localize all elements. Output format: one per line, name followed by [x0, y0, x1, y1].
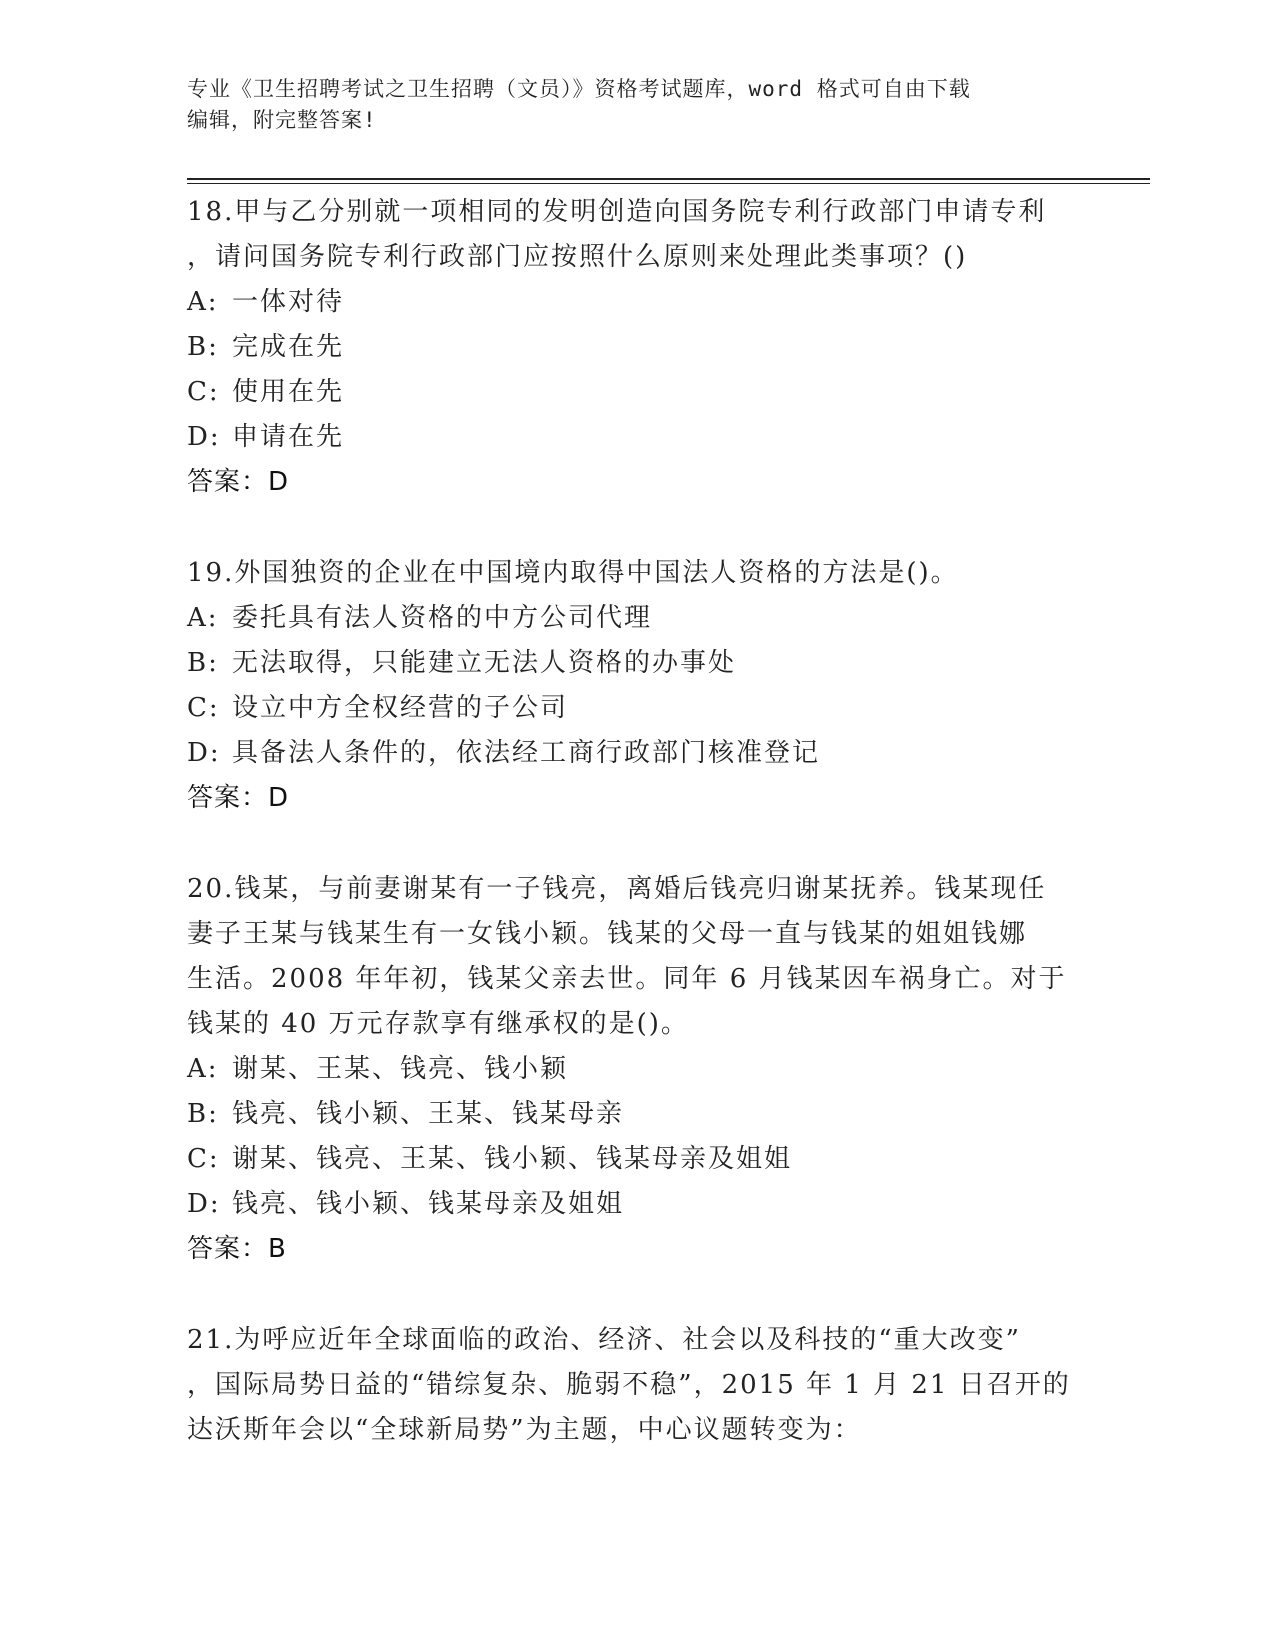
answer-text: 答案：D: [187, 467, 290, 497]
option-c: [187, 1137, 1087, 1182]
option-b: [187, 1092, 1087, 1137]
option-key: D:: [187, 422, 221, 452]
question-text: ，国际局势日益的“错综复杂、脆弱不稳”，2015 年 1 月 21 日召开的: [187, 1370, 1071, 1400]
option-b: [187, 325, 1087, 370]
question-item: [187, 551, 1087, 821]
option-text: 无法取得，只能建立无法人资格的办事处: [232, 648, 737, 678]
option-text: 一体对待: [232, 287, 345, 317]
option-key: C:: [187, 1144, 220, 1174]
option-key: C:: [187, 377, 220, 407]
question-text: 妻子王某与钱某生有一女钱小颖。钱某的父母一直与钱某的姐姐钱娜: [187, 919, 1028, 949]
header-line: 专业《卫生招聘考试之卫生招聘（文员）》资格考试题库，word 格式可自由下载: [187, 77, 971, 101]
option-key: B:: [187, 332, 219, 362]
question-item: [187, 1318, 1087, 1453]
option-text: 完成在先: [232, 332, 345, 362]
option-text: 谢某、王某、钱亮、钱小颖: [232, 1054, 569, 1084]
option-d: [187, 1182, 1087, 1227]
answer-text: 答案：D: [187, 783, 290, 813]
question-item: [187, 867, 1087, 1272]
option-key: B:: [187, 648, 219, 678]
question-list: [187, 190, 1087, 1453]
option-key: B:: [187, 1099, 219, 1129]
option-c: [187, 686, 1087, 731]
question-text: 21.为呼应近年全球面临的政治、经济、社会以及科技的“重大改变”: [187, 1325, 1021, 1355]
answer-text: 答案：B: [187, 1234, 287, 1264]
question-text: 达沃斯年会以“全球新局势”为主题，中心议题转变为：: [187, 1415, 862, 1445]
question-text: 18.甲与乙分别就一项相同的发明创造向国务院专利行政部门申请专利: [187, 197, 1047, 227]
option-text: 使用在先: [232, 377, 345, 407]
spacer: [187, 821, 1087, 867]
option-key: A:: [187, 603, 219, 633]
option-key: D:: [187, 738, 221, 768]
option-text: 委托具有法人资格的中方公司代理: [232, 603, 653, 633]
question-text: 20.钱某，与前妻谢某有一子钱亮，离婚后钱亮归谢某抚养。钱某现任: [187, 874, 1047, 904]
option-a: [187, 1047, 1087, 1092]
spacer: [187, 1272, 1087, 1318]
header-divider: [187, 178, 1150, 180]
option-key: D:: [187, 1189, 221, 1219]
question-text: 生活。2008 年年初，钱某父亲去世。同年 6 月钱某因车祸身亡。对于: [187, 964, 1067, 994]
option-key: A:: [187, 1054, 219, 1084]
document-header: [187, 74, 1067, 136]
option-text: 申请在先: [232, 422, 345, 452]
question-item: [187, 190, 1087, 505]
option-text: 设立中方全权经营的子公司: [232, 693, 569, 723]
question-text: 19.外国独资的企业在中国境内取得中国法人资格的方法是()。: [187, 558, 959, 588]
option-key: C:: [187, 693, 220, 723]
option-d: [187, 731, 1087, 776]
question-text: 钱某的 40 万元存款享有继承权的是()。: [187, 1009, 689, 1039]
option-a: [187, 280, 1087, 325]
option-text: 谢某、钱亮、王某、钱小颖、钱某母亲及姐姐: [232, 1144, 793, 1174]
option-b: [187, 641, 1087, 686]
option-text: 钱亮、钱小颖、王某、钱某母亲: [232, 1099, 625, 1129]
option-d: [187, 415, 1087, 460]
option-text: 具备法人条件的，依法经工商行政部门核准登记: [232, 738, 821, 768]
option-key: A:: [187, 287, 219, 317]
spacer: [187, 505, 1087, 551]
option-text: 钱亮、钱小颖、钱某母亲及姐姐: [232, 1189, 625, 1219]
option-c: [187, 370, 1087, 415]
header-divider-thin: [187, 183, 1150, 184]
header-line: 编辑，附完整答案!: [187, 108, 377, 132]
question-text: ，请问国务院专利行政部门应按照什么原则来处理此类事项？(): [187, 242, 968, 272]
option-a: [187, 596, 1087, 641]
